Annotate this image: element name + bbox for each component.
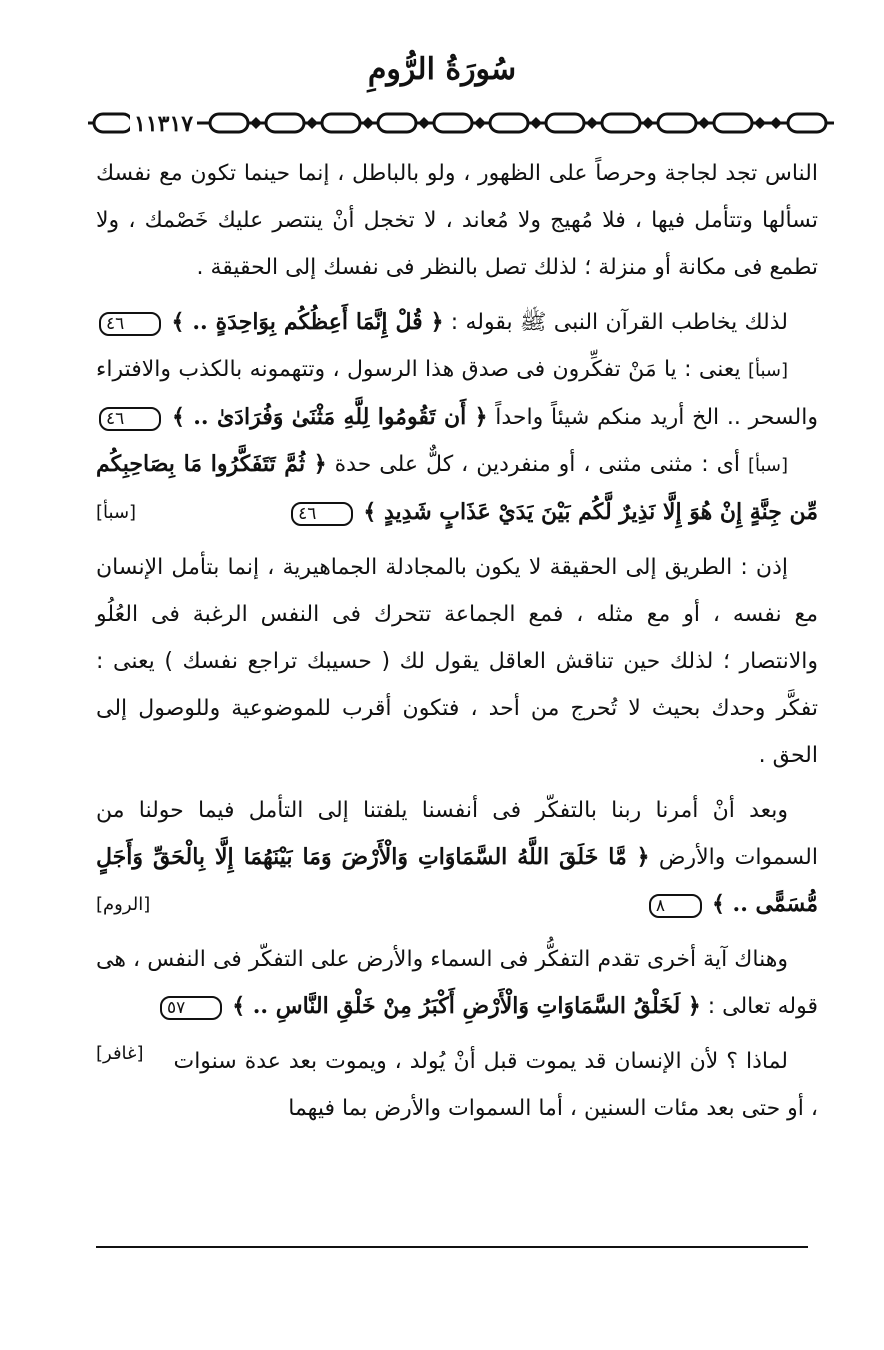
footer-divider (96, 1246, 808, 1248)
paragraph-text: لماذا ؟ لأن الإنسان قد يموت قبل أنْ يُولد ، ويموت بعد عدة سنوات ، أو حتى بعد مئات السنين ، أما السموات والأرض بما فيهما (173, 1049, 818, 1121)
ayah-number: ٤٦ (99, 312, 161, 336)
paragraph-text: لذلك يخاطب القرآن النبى ﷺ بقوله : (450, 310, 788, 335)
ayah-number: ٥٧ (160, 996, 222, 1020)
paragraph (96, 150, 818, 291)
quran-verse: ﴿ قُلْ إِنَّمَا أَعِظُكُم بِوَاحِدَةٍ .. ﴾ (171, 309, 444, 335)
surah-reference: [الروم] (96, 894, 151, 915)
body-text (96, 150, 818, 1140)
ayah-number: ٤٦ (291, 502, 353, 526)
paragraph (96, 1038, 818, 1132)
quran-verse: ﴿ لَخَلْقُ السَّمَاوَاتِ وَالْأَرْضِ أَكْبَرُ مِنْ خَلْقِ النَّاسِ .. ﴾ (232, 993, 701, 1019)
ayah-number: ٤٦ (99, 407, 161, 431)
surah-title: سُورَةُ الرُّومِ (367, 52, 517, 87)
ayah-number: ٨ (649, 894, 702, 918)
quran-verse: ﴿ أَن تَقُومُوا لِلَّهِ مَثْنَىٰ وَفُرَادَىٰ .. ﴾ (171, 404, 488, 430)
surah-reference: [سبأ] (747, 455, 788, 476)
paragraph-text: إذن : الطريق إلى الحقيقة لا يكون بالمجادلة الجماهيرية ، إنما بتأمل الإنسان مع نفسه ، أو مع مثله ، فمع الجماعة تتحرك فى النفس الرغبة فى العُلُو والانتصار ؛ لذلك حين تناقش العاقل يقول لك ( حسيبك تراجع نفسك ) يعنى : تفكَّر وحدك بحيث لا تُحرج من أحد ، فتكون أقرب للموضوعية وللوصول إلى الحق . (96, 555, 818, 768)
surah-reference: [سبأ] (96, 502, 137, 523)
paragraph-text: يعنى : يا مَنْ تفكِّرون فى صدق هذا الرسول ، وتتهمونه بالكذب والافتراء والسحر .. الخ أريد منكم شيئاً واحداً (96, 357, 818, 430)
paragraph (96, 936, 818, 1064)
decorative-header-border (88, 108, 834, 138)
quran-verse: ﴿ ثُمَّ تَتَفَكَّرُوا مَا بِصَاحِبِكُم مِّن جِنَّةٍ إِنْ هُوَ إِلَّا نَذِيرٌ لَّكُم بَيْنَ يَدَيْ عَذَابٍ شَدِيدٍ ﴾ (96, 451, 818, 525)
paragraph-text: الناس تجد لجاجة وحرصاً على الظهور ، ولو بالباطل ، إنما حينما تكون مع نفسك تسألها وتتأمل فيها ، فلا مُهيج ولا مُعاند ، لا تخجل أنْ ينتصر عليك خَصْمك ، ولا تطمع فى مكانة أو منزلة ؛ لذلك تصل بالنظر فى نفسك إلى الحقيقة . (96, 161, 818, 280)
page-number: ١١٣١٧ (130, 112, 197, 136)
surah-reference: [سبأ] (747, 360, 788, 381)
paragraph (96, 787, 818, 928)
paragraph (96, 544, 818, 779)
surah-reference: [غافر] (96, 1043, 144, 1064)
paragraph-text: أى : مثنى مثنى ، أو منفردين ، كلٌّ على حدة (334, 452, 740, 477)
paragraph-text: وبعد أنْ أمرنا ربنا بالتفكّر فى أنفسنا يلفتنا إلى التأمل فيما حولنا من السموات والأرض (96, 798, 818, 870)
paragraph-text: وهناك آية أخرى تقدم التفكُّر فى السماء والأرض على التفكّر فى النفس ، هى قوله تعالى : (96, 947, 818, 1019)
paragraph (96, 299, 818, 536)
quran-verse: ﴿ مَّا خَلَقَ اللَّهُ السَّمَاوَاتِ وَالْأَرْضَ وَمَا بَيْنَهُمَا إِلَّا بِالْحَقِّ وَأَجَلٍ مُّسَمًّى .. ﴾ (96, 844, 818, 917)
